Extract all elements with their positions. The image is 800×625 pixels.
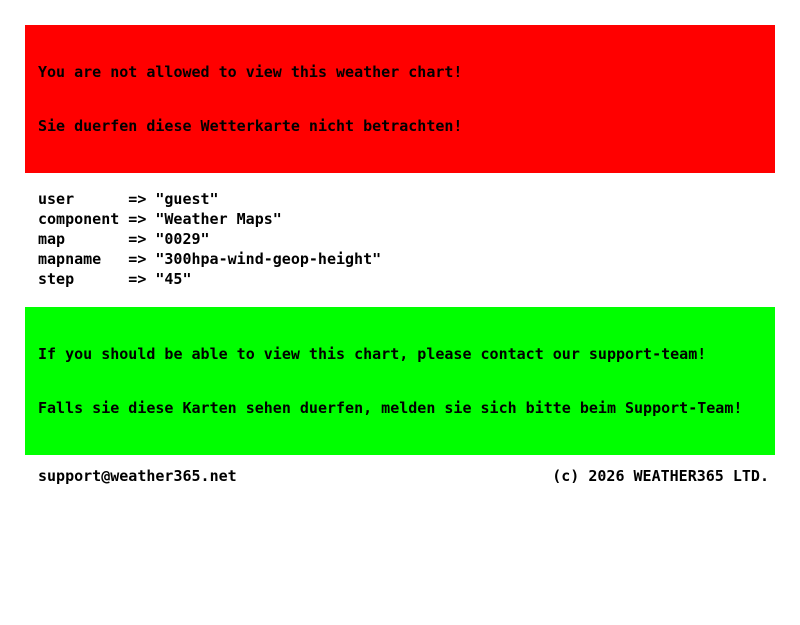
- footer: [38, 466, 769, 486]
- detail-row-component: [38, 209, 800, 229]
- contact-support-message-de: Falls sie diese Karten sehen duerfen, melden sie sich bitte beim Support-Team!: [38, 399, 743, 417]
- access-denied-message-de: Sie duerfen diese Wetterkarte nicht betrachten!: [38, 117, 463, 135]
- arrow-symbol: =>: [128, 270, 147, 288]
- contact-support-banner: [25, 307, 775, 455]
- detail-value-map: "0029": [155, 230, 210, 248]
- arrow-symbol: =>: [128, 190, 147, 208]
- detail-key-user: user: [38, 190, 75, 208]
- detail-key-step: step: [38, 270, 75, 288]
- detail-value-user: "guest": [155, 190, 219, 208]
- detail-row-user: [38, 189, 800, 209]
- access-denied-message-en: You are not allowed to view this weather chart!: [38, 63, 463, 81]
- detail-key-map: map: [38, 230, 66, 248]
- detail-row-step: [38, 269, 800, 289]
- contact-support-message-en: If you should be able to view this chart, please contact our support-team!: [38, 345, 707, 363]
- detail-value-component: "Weather Maps": [155, 210, 282, 228]
- request-details: [38, 189, 800, 289]
- detail-value-mapname: "300hpa-wind-geop-height": [155, 250, 382, 268]
- access-denied-banner: [25, 25, 775, 173]
- arrow-symbol: =>: [128, 250, 147, 268]
- copyright-notice: (c) 2026 WEATHER365 LTD.: [552, 467, 769, 485]
- support-email: support@weather365.net: [38, 467, 237, 485]
- detail-key-component: component: [38, 210, 120, 228]
- detail-row-map: [38, 229, 800, 249]
- arrow-symbol: =>: [128, 230, 147, 248]
- detail-key-mapname: mapname: [38, 250, 102, 268]
- detail-row-mapname: [38, 249, 800, 269]
- arrow-symbol: =>: [128, 210, 147, 228]
- detail-value-step: "45": [155, 270, 192, 288]
- error-page: [0, 25, 800, 486]
